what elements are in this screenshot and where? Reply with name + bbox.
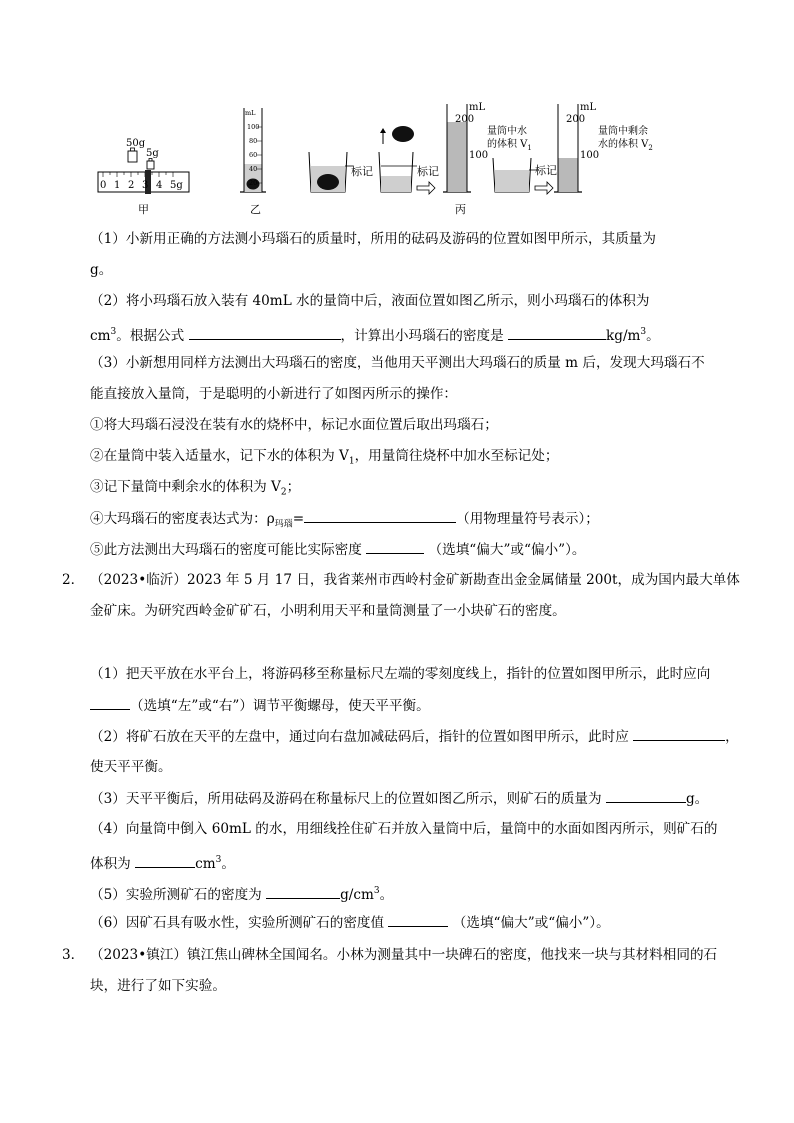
- q2-number: 2．: [62, 572, 85, 588]
- q1-step4: ④大玛瑙石的密度表达式为：$\rho_{玛瑙}=$ （用物理量符号表示）；: [90, 508, 599, 535]
- q1-part3-line2: 能直接放入量筒，于是聪明的小新进行了如图丙所示的操作：: [90, 386, 458, 402]
- svg-text:标记: 标记: [535, 164, 557, 177]
- svg-text:2: 2: [128, 180, 135, 191]
- svg-text:50g: 50g: [126, 138, 146, 149]
- q1-part2: （2）将小玛瑙石放入装有 40mL 水的量筒中后，液面位置如图乙所示，则小玛瑙石的体积为: [90, 293, 650, 309]
- density-blank[interactable]: [508, 325, 606, 340]
- svg-text:4: 4: [156, 180, 163, 191]
- svg-text:1: 1: [114, 180, 121, 191]
- figure-bing: [309, 102, 653, 216]
- q2-part3: （3）天平平衡后，所用砝码及游码在称量标尺上的位置如图乙所示，则矿石的质量为 g。: [90, 788, 708, 809]
- experiment-figure: [95, 100, 695, 218]
- q1-part1-unit: g。: [90, 262, 113, 278]
- q2-part4: （4）向量筒中倒入 60mL 的水，用细线拴住矿石并放入量筒中后，量筒中的水面如图丙所示，则矿石的: [90, 821, 718, 837]
- volume-blank[interactable]: [135, 853, 195, 868]
- mass-blank[interactable]: [606, 788, 686, 803]
- direction-blank[interactable]: [90, 695, 130, 710]
- ore-density-blank[interactable]: [266, 884, 340, 899]
- svg-text:5g: 5g: [170, 180, 183, 191]
- svg-text:水的体积 V2: 水的体积 $V_2$: [598, 139, 653, 152]
- svg-text:3: 3: [142, 180, 149, 191]
- svg-text:200: 200: [566, 114, 586, 125]
- svg-text:的体积 V1: 的体积 $V_1$: [487, 139, 532, 152]
- svg-text:mL: mL: [580, 102, 597, 113]
- density-expression-blank[interactable]: [304, 508, 456, 523]
- svg-text:标记: 标记: [417, 165, 439, 178]
- svg-text:200: 200: [455, 114, 475, 125]
- svg-text:mL: mL: [245, 109, 256, 117]
- svg-text:20: 20: [249, 179, 258, 187]
- svg-text:80: 80: [249, 137, 258, 145]
- q1-step1: ①将大玛瑙石浸没在装有水的烧杯中，标记水面位置后取出玛瑙石；: [90, 417, 498, 433]
- q1-step5: ⑤此方法测出大玛瑙石的密度可能比实际密度 （选填“偏大”或“偏小”）。: [90, 539, 585, 560]
- svg-text:5g: 5g: [146, 148, 159, 159]
- svg-text:量筒中剩余: 量筒中剩余: [598, 126, 648, 137]
- q1-step2: ②在量筒中装入适量水，记下水的体积为 $V_1$，用量筒往烧杯中加水至标记处；: [90, 448, 559, 467]
- stone-icon: [317, 174, 339, 190]
- q2-part1-line2: （选填“左”或“右”）调节平衡螺母，使天平平衡。: [90, 695, 430, 716]
- q3-header-line2: 块，进行了如下实验。: [90, 978, 226, 994]
- svg-text:100: 100: [469, 150, 489, 161]
- svg-text:100: 100: [247, 123, 260, 131]
- svg-text:100: 100: [580, 150, 600, 161]
- svg-text:丙: 丙: [455, 203, 466, 216]
- formula-blank[interactable]: [189, 325, 341, 340]
- q2-part2: （2）将矿石放在天平的左盘中，通过向右盘加减砝码后，指针的位置如图甲所示，此时应 ，: [90, 726, 739, 747]
- q3-number: 3．: [62, 947, 85, 963]
- q2-part2-line2: 使天平平衡。: [90, 759, 172, 775]
- svg-text:甲: 甲: [138, 203, 149, 216]
- svg-text:60: 60: [249, 151, 258, 159]
- q2-part5: （5）实验所测矿石的密度为 $g/cm^3$。: [90, 886, 394, 903]
- weight-5g-icon: [147, 161, 154, 169]
- q2-header-line2: 金矿床。为研究西岭金矿矿石，小明利用天平和量筒测量了一小块矿石的密度。: [90, 603, 566, 619]
- q1-part3: （3）小新想用同样方法测出大玛瑙石的密度，当他用天平测出大玛瑙石的质量 m 后，发现大玛瑙石不: [90, 355, 705, 371]
- svg-text:mL: mL: [469, 102, 486, 113]
- q2-part6: （6）因矿石具有吸水性，实验所测矿石的密度值 （选填“偏大”或“偏小”）。: [90, 912, 610, 933]
- q3-header: （2023•镇江）镇江焦山碑林全国闻名。小林为测量其中一块碑石的密度，他找来一块与其材料相同的石: [90, 947, 718, 963]
- q2-part4-line2: 体积为 $cm^3$。: [90, 855, 235, 872]
- q2-part1: （1）把天平放在水平台上，将游码移至称量标尺左端的零刻度线上，指针的位置如图甲所示，此时应向: [90, 666, 711, 682]
- q1-step3: ③记下量筒中剩余水的体积为 $V_2$；: [90, 479, 301, 498]
- bias-blank[interactable]: [366, 539, 424, 554]
- figure-yi: [240, 108, 266, 216]
- stone-icon: [392, 126, 414, 142]
- figure-jia: [98, 138, 189, 216]
- operation-blank[interactable]: [633, 726, 725, 741]
- q2-header: （2023•临沂）2023 年 5 月 17 日，我省莱州市西岭村金矿新勘查出金金属储量 200t，成为国内最大单体: [90, 572, 740, 588]
- svg-text:0: 0: [100, 180, 107, 191]
- ore-bias-blank[interactable]: [388, 912, 448, 927]
- svg-text:乙: 乙: [250, 203, 261, 216]
- svg-text:量筒中水: 量筒中水: [487, 126, 527, 137]
- weight-50g-icon: [128, 151, 137, 162]
- q1-part2-line2: $cm^3$。根据公式 ，计算出小玛瑙石的密度是 $kg/m^3$。: [90, 327, 660, 344]
- arrow-right-icon: [535, 182, 553, 194]
- svg-text:标记: 标记: [351, 165, 373, 178]
- arrow-right-icon: [417, 182, 435, 194]
- q1-part1: （1）小新用正确的方法测小玛瑙石的质量时，所用的砝码及游码的位置如图甲所示，其质量为: [90, 231, 656, 247]
- svg-text:40: 40: [249, 165, 258, 173]
